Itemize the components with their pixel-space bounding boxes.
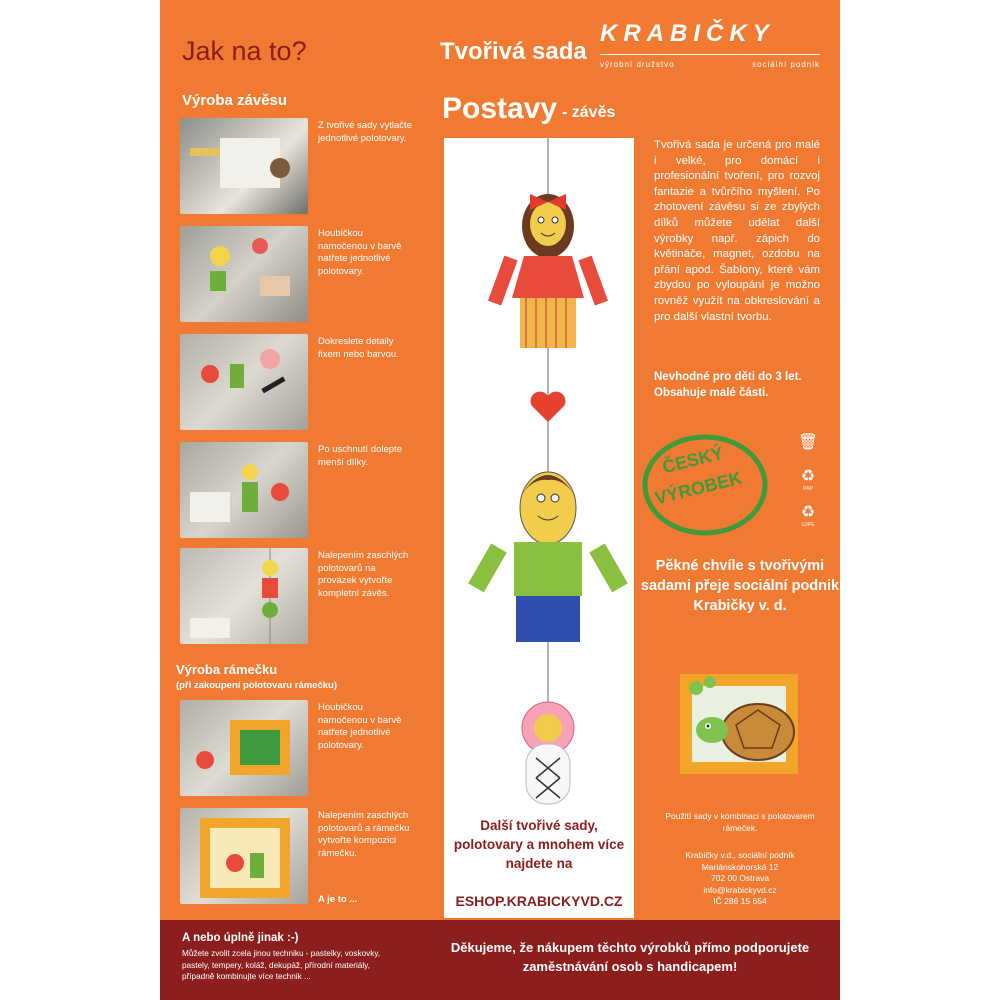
address-line: IČ 286 15 654 — [713, 896, 767, 906]
step-photo — [180, 442, 308, 538]
logo-divider — [600, 54, 820, 55]
product-title: Postavy — [442, 92, 558, 125]
zaves-section-title: Výroba závěsu — [182, 92, 288, 109]
step-photo-illustration — [180, 700, 308, 796]
ramecek-section-title: Výroba rámečku — [176, 662, 278, 677]
logo-word: KRABIČKY — [600, 20, 775, 47]
jak-na-to-heading: Jak na to? — [182, 36, 307, 66]
step-photo-illustration — [180, 226, 308, 322]
step-text: Nalepením zaschlých polotovarů na provázek vytvořte kompletní závěs. — [318, 550, 409, 599]
step-photo — [180, 808, 308, 904]
greeting-text: Pěkné chvíle s tvořivými sadami přeje sociální podnik Krabičky v. d. — [640, 558, 840, 614]
stamp-line-1: ČESKÝ — [660, 442, 726, 478]
recycle-pap-label: PAP — [803, 486, 813, 492]
step-photo-illustration — [180, 442, 308, 538]
step-photo — [180, 226, 308, 322]
step-text: Nalepením zaschlých polotovarů a rámečku vytvořte kompozici rámečku. — [318, 810, 410, 859]
step-photo — [180, 548, 308, 644]
step-photo-illustration — [180, 334, 308, 430]
promo-text: Další tvořivé sady, polotovary a mnohem více najdete na — [453, 818, 625, 871]
footer-thanks: Děkujeme, že nákupem těchto výrobků přímo podporujete zaměstnávání osob s handicapem! — [450, 940, 810, 974]
recycle-ldpe-icon: ♻ LDPE — [796, 502, 820, 528]
krabicky-logo — [600, 20, 820, 70]
email-link[interactable]: info@krabickyvd.cz — [703, 884, 777, 895]
turtle-frame-illustration — [676, 670, 806, 780]
address-line: Mariánskohorská 12 — [701, 861, 779, 872]
address-line: Krabičky v.d., sociální podnik — [685, 850, 795, 860]
brochure-page — [160, 0, 840, 1000]
heart-shape — [531, 392, 566, 422]
footer-title: A nebo úplně jinak :-) — [182, 932, 299, 944]
step-photo — [180, 118, 308, 214]
header — [160, 0, 840, 76]
step-photo-illustration — [180, 808, 308, 904]
recycle-pap-icon: ♻ PAP — [796, 466, 820, 492]
boy-figure — [468, 472, 628, 642]
logo-left-text: výrobní družstvo — [600, 60, 675, 69]
step-photo-illustration — [180, 118, 308, 214]
address-line: 702 00 Ostrava — [710, 873, 770, 883]
ramecek-section-subtitle: (při zakoupení polotovaru rámečku) — [176, 680, 337, 691]
stamp-line-2: VÝROBEK — [652, 467, 744, 509]
footer — [160, 920, 840, 1000]
a-je-to-text: A je to ... — [318, 894, 358, 905]
baby-figure — [522, 702, 574, 804]
recycle-ldpe-label: LDPE — [801, 522, 815, 528]
tvoriva-sada-heading: Tvořivá sada — [440, 38, 587, 65]
hanging-figures-illustration — [444, 138, 634, 814]
logo-right-text: sociální podnik — [752, 60, 820, 69]
step-text: Po uschnutí dolepte menší dílky. — [318, 444, 402, 468]
company-address — [660, 850, 820, 908]
age-warning: Nevhodné pro děti do 3 let. Obsahuje malé části. — [654, 371, 802, 399]
step-text: Houbičkou namočenou v barvě natřete jednotlivé polotovary. — [318, 228, 402, 277]
step-text: Dokreslete detaily fixem nebo barvou. — [318, 336, 399, 360]
step-text: Houbičkou namočenou v barvě natřete jednotlivé polotovary. — [318, 702, 402, 751]
step-text: Z tvořivé sady vytlačte jednotlivé polotovary. — [318, 120, 412, 144]
girl-figure — [488, 194, 608, 348]
eshop-link[interactable]: ESHOP.KRABICKYVD.CZ — [455, 893, 623, 909]
turtle-frame-image — [676, 670, 806, 780]
frame-caption: Použití sady v kombinaci s polotovarem rámeček. — [665, 811, 815, 833]
recycle-bin-icon: 🗑 — [797, 434, 819, 451]
product-subtitle: - závěs — [562, 104, 616, 121]
cesky-vyrobek-stamp — [640, 430, 770, 540]
step-photo — [180, 700, 308, 796]
product-description: Tvořivá sada je určená pro malé i velké, pro domácí i profesionální tvoření, pro rozvoj fantazie a tvůrčího myšlení. Po zhotovení závěsu si ze zbylých dílků můžete udělat další výrobky např. zápich do květináče, magnet, ozdobu na přání apod. Šablony, které vám zbydou po vyloupání je možno rovněž využít na obkreslování a pro další vlastní tvorbu. — [654, 139, 820, 323]
footer-text: Můžete zvolit zcela jinou techniku - pastelky, voskovky, pastely, tempery, koláž, dekupáž, přírodní materiály, případně kombinujte více technik ... — [182, 949, 381, 981]
step-photo — [180, 334, 308, 430]
product-image-panel — [444, 138, 634, 918]
step-photo-illustration — [180, 548, 308, 644]
